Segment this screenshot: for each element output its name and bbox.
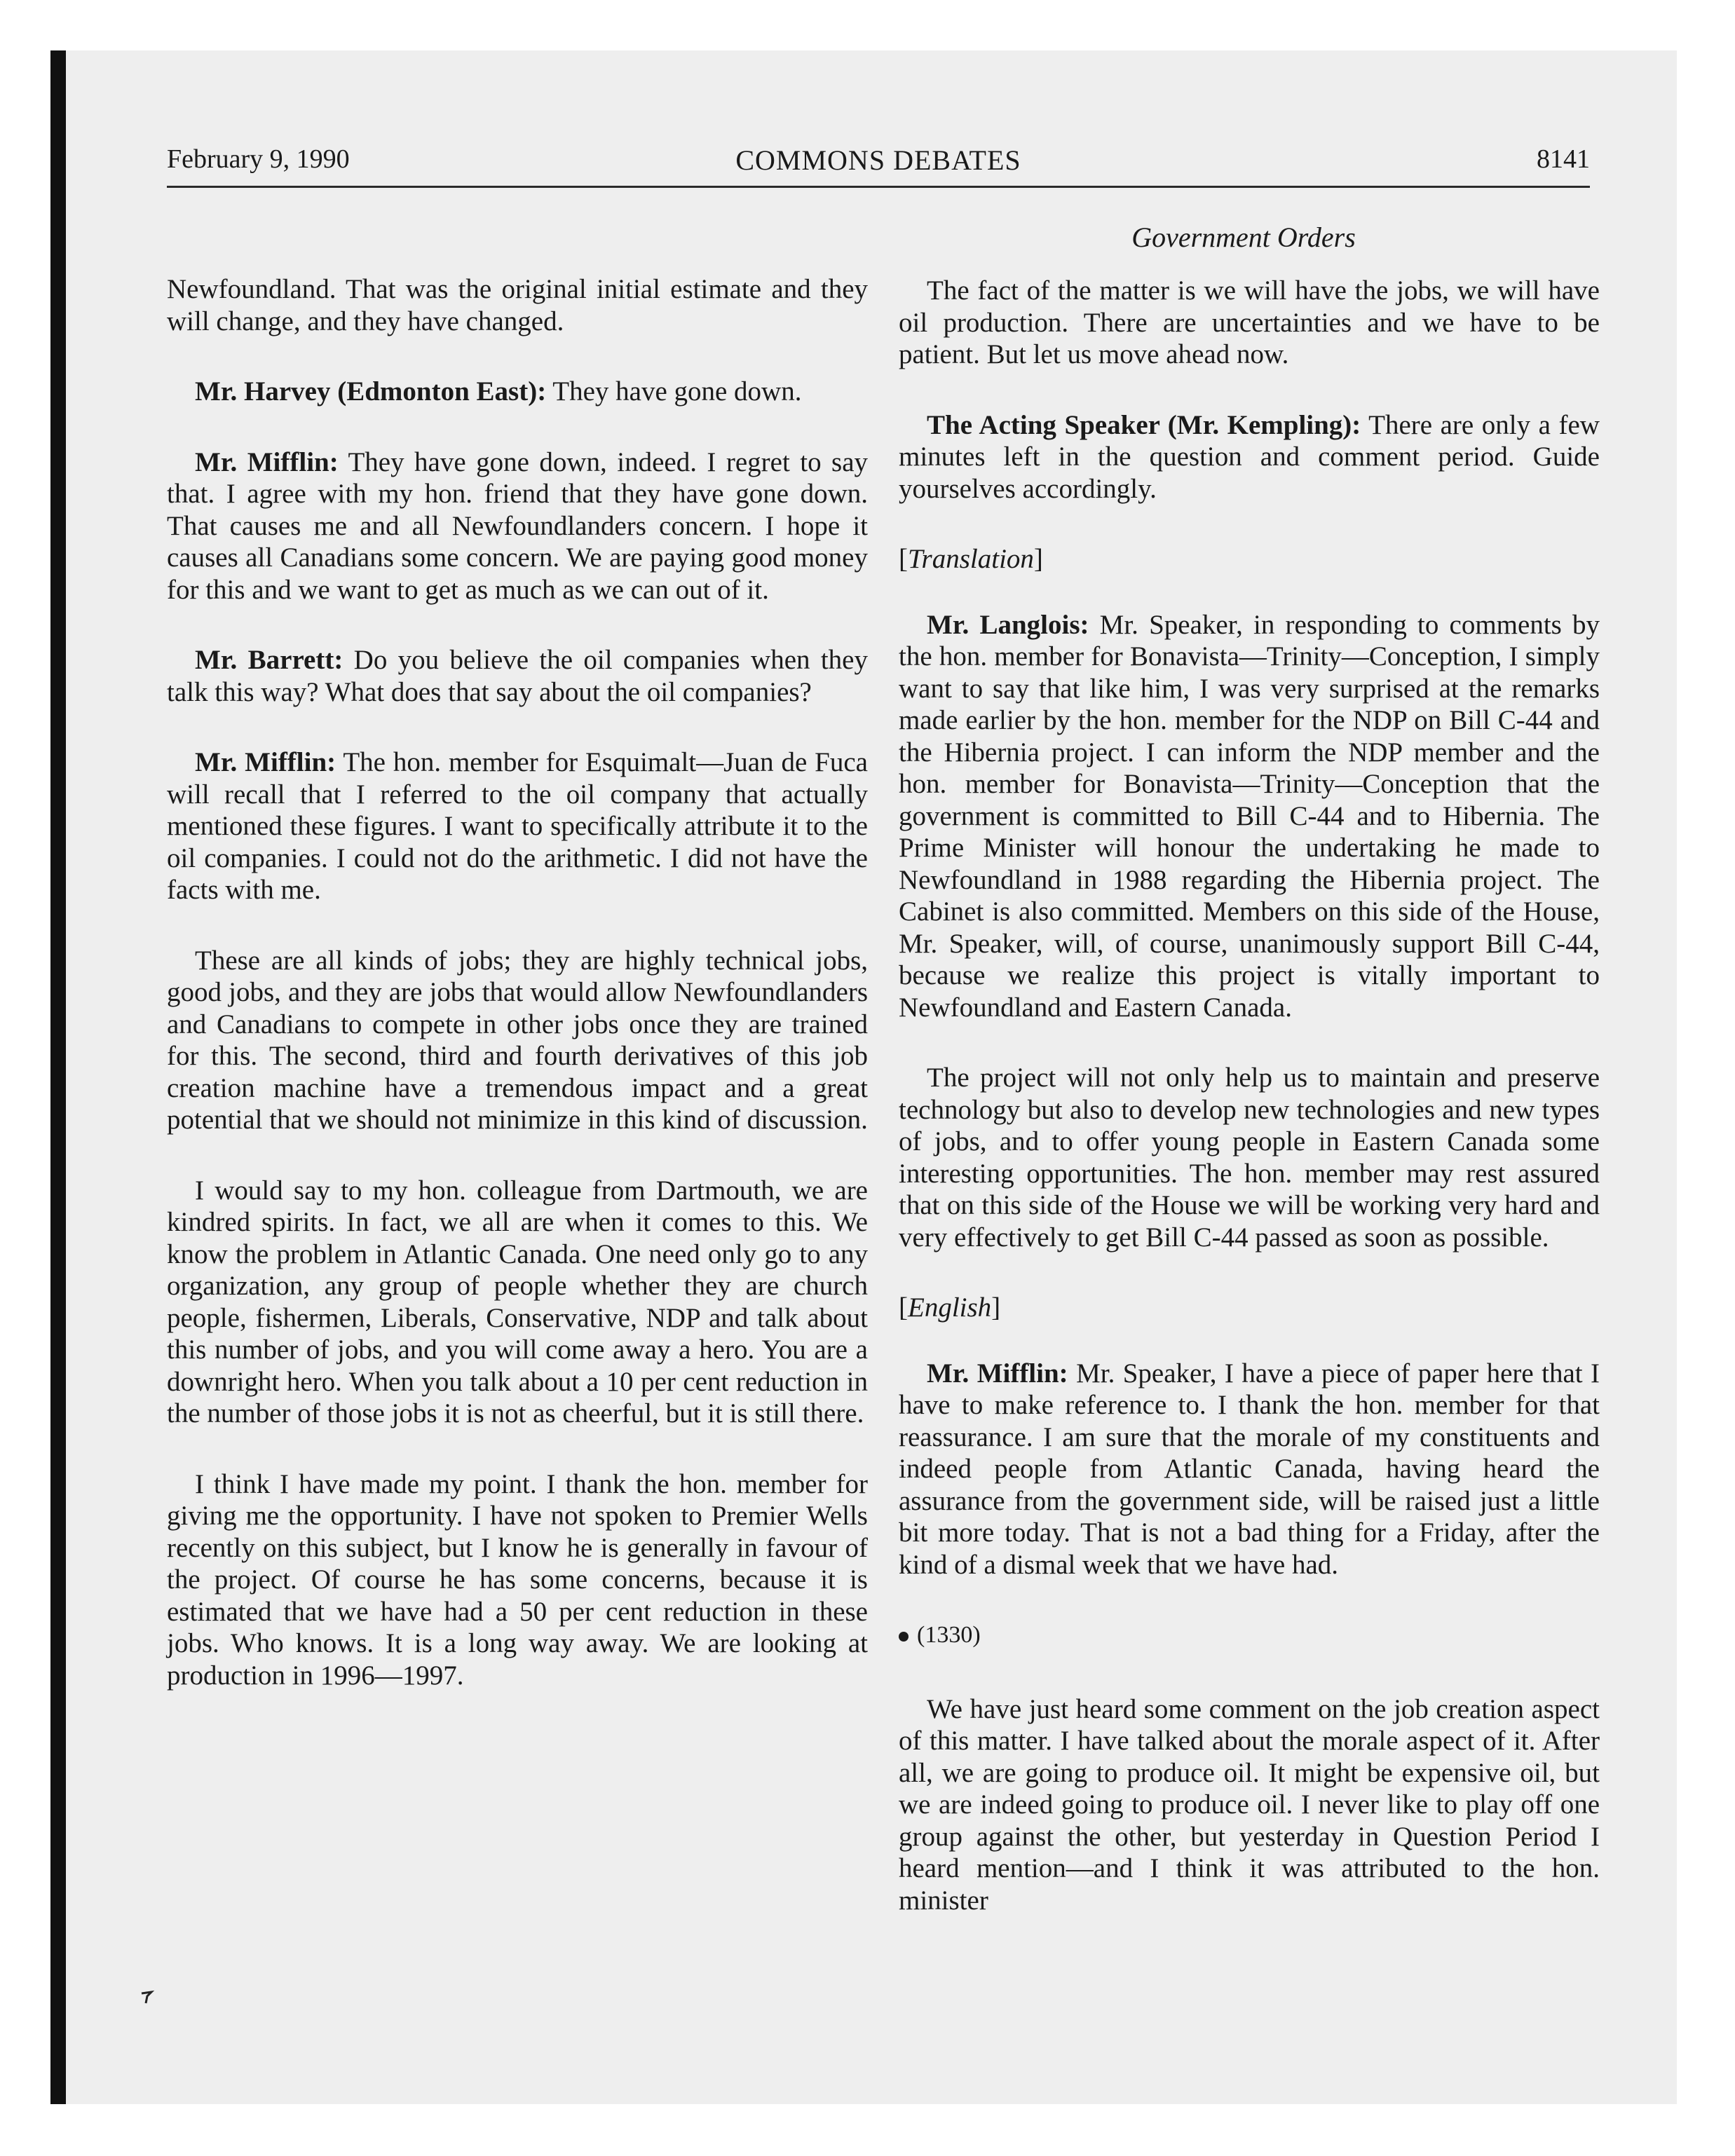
speech-paragraph [167, 644, 868, 708]
paragraph: The fact of the matter is we will have the jobs, we will have oil production. There are uncertainties and we have to be patient. But let us move ahead now. [899, 275, 1600, 369]
speech-text: They have gone down, indeed. I regret to say that. I agree with my hon. friend that they have gone down. That causes me and all Newfoundlanders concern. I hope it causes all Canadians some concern. We are paying good money for this and we want to get as much as we can out of it. [167, 446, 869, 605]
speaker-name: Mr. Mifflin: [927, 1358, 1068, 1389]
header-date: February 9, 1990 [167, 144, 350, 174]
paragraph: We have just heard some comment on the job creation aspect of this matter. I have talked about the morale aspect of it. After all, we are going to produce oil. It might be expensive oil, but we are indeed going to produce oil. I never like to play off one group against the other, but yesterday in Question Period I heard mention—and I think it was attributed to the hon. minister [899, 1693, 1600, 1916]
speaker-name: Mr. Mifflin: [195, 747, 336, 777]
speech-text: Do you believe the oil companies when they talk this way? What does that say about the oil companies? [167, 645, 868, 707]
speaker-name: The Acting Speaker (Mr. Kempling): [927, 409, 1361, 440]
language-marker-text: Translation [908, 544, 1034, 574]
speech-text: Mr. Speaker, I have a piece of paper here that I have to make reference to. I thank the hon. member for that reassurance. I am sure that the morale of my constituents and indeed people from Atlantic Canada, having heard the assurance from the government side, will be raised just a little bit more today. That is not a bad thing for a Friday, after the kind of a dismal week that we have had. [899, 1358, 1600, 1580]
speech-text: They have gone down. [546, 376, 802, 407]
paragraph: I would say to my hon. colleague from Dartmouth, we are kindred spirits. In fact, we all are when it comes to this. We know the problem in Atlantic Canada. One need only go to any organization, any group of people whether they are church people, fishermen, Liberals, Conservative, NDP and talk about this number of jobs, and you will come away a hero. You are a downright hero. When you talk about a 10 per cent reduction in the number of those jobs it is not as cheerful, but it is still there. [167, 1175, 868, 1428]
paragraph: The project will not only help us to maintain and preserve technology but also to develop new technologies and new types of jobs, and to offer young people in Eastern Canada some interesting opportunities. The hon. member may rest assured that on this side of the House we will be working very hard and very effectively to get Bill C-44 passed as soon as possible. [899, 1063, 1600, 1253]
bullet-icon [899, 1632, 909, 1642]
paragraph: These are all kinds of jobs; they are highly technical jobs, good jobs, and they are jobs that would allow Newfoundlanders and Canadians to compete in other jobs once they are trained for this. The second, third and fourth derivatives of this job creation machine have a tremendous impact and a great potential that we should not minimize in this kind of discussion. [167, 945, 868, 1135]
scan-mark-icon [139, 1989, 156, 2006]
language-marker-text: English [908, 1292, 992, 1323]
speech-paragraph [899, 409, 1600, 505]
speech-text: The hon. member for Esquimalt—Juan de Fuca will recall that I referred to the oil company that actually mentioned these figures. I want to specifically attribute it to the oil companies. I could not do the arithmetic. I did not have the facts with me. [167, 747, 868, 905]
left-column [167, 273, 868, 1730]
speech-paragraph [167, 746, 868, 906]
speech-paragraph [899, 1358, 1600, 1581]
speaker-name: Mr. Langlois: [927, 609, 1089, 640]
paragraph: Newfoundland. That was the original initial estimate and they will change, and they have changed. [167, 274, 868, 336]
time-stamp [899, 1619, 1600, 1651]
speaker-name: Mr. Mifflin: [195, 446, 339, 477]
speaker-name: Mr. Barrett: [195, 645, 343, 675]
speech-paragraph [899, 609, 1600, 1024]
page-number: 8141 [1537, 144, 1590, 174]
time-stamp-text: (1330) [917, 1622, 981, 1648]
speaker-name: Mr. Harvey (Edmonton East): [195, 376, 547, 407]
speech-paragraph [167, 446, 868, 606]
paragraph: I think I have made my point. I thank the hon. member for giving me the opportunity. I have not spoken to Premier Wells recently on this subject, but I know he is generally in favour of the project. Of course he has some concerns, because it is estimated that we have had a 50 per cent reduction in these jobs. Who knows. It is a long way away. We are looking at production in 1996—1997. [167, 1468, 868, 1691]
language-marker: [Translation] [899, 544, 1043, 574]
section-heading: Government Orders [1131, 221, 1356, 253]
right-column [899, 275, 1600, 1955]
speech-text: Mr. Speaker, in responding to comments by the hon. member for Bonavista—Trinity—Conception, I simply want to say that like him, I was very surprised at the remarks made earlier by the hon. member for the NDP on Bill C-44 and the Hibernia project. I can inform the NDP member and the hon. member for Bonavista—Trinity—Conception that the government is committed to Bill C-44 and to Hibernia. The Prime Minister will honour the undertaking he made to Newfoundland in 1988 regarding the Hibernia project. The Cabinet is also committed. Members on this side of the House, Mr. Speaker, will, of course, unanimously support Bill C-44, because we realize this project is vitally important to Newfoundland and Eastern Canada. [899, 609, 1600, 1023]
language-marker: [English] [899, 1292, 1001, 1323]
running-header [167, 144, 1590, 188]
header-title: COMMONS DEBATES [735, 144, 1021, 176]
speech-text: There are only a few minutes left in the question and comment period. Guide yourselves accordingly. [899, 409, 1600, 504]
speech-paragraph [167, 376, 868, 408]
